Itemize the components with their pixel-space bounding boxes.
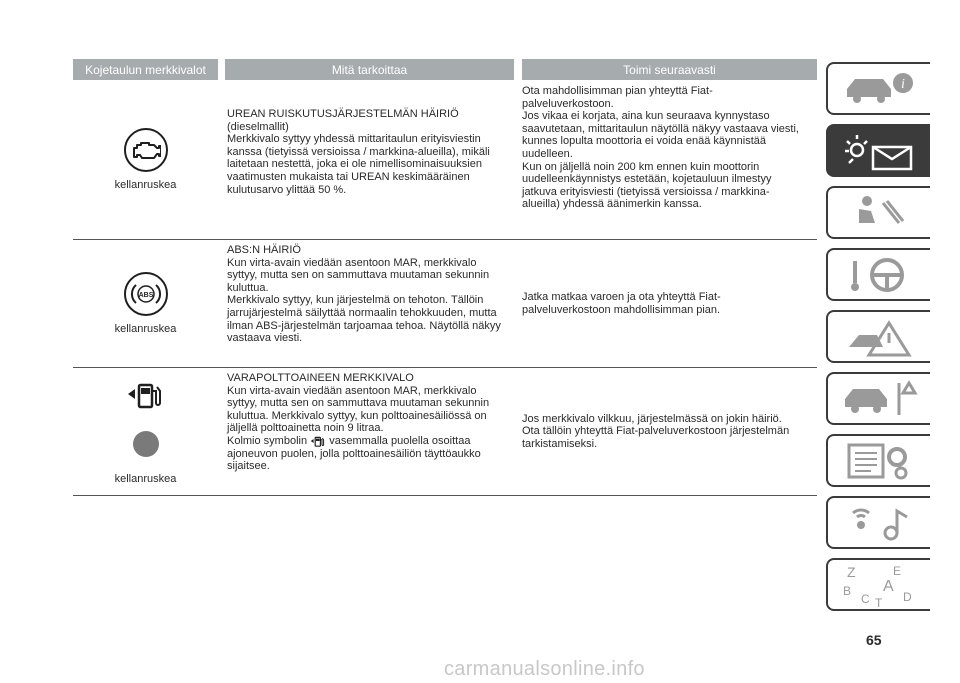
table-header — [73, 59, 817, 80]
abs-icon — [124, 272, 168, 316]
technical-data-icon — [839, 441, 919, 481]
tab-warning-lights[interactable] — [826, 124, 930, 177]
tab-safety[interactable] — [826, 186, 930, 239]
indicator-cell — [73, 80, 218, 239]
airbag-seatbelt-icon — [839, 193, 919, 233]
road-emergency-icon — [839, 317, 919, 357]
fuel-reserve-icon — [126, 379, 166, 414]
tab-index[interactable] — [826, 558, 930, 611]
index-letter: T — [875, 595, 883, 607]
svg-text:i: i — [901, 76, 905, 92]
indicator-lamp — [124, 422, 168, 466]
indicator-cell — [73, 240, 218, 367]
index-letter: C — [861, 591, 870, 606]
page-number: 65 — [866, 632, 882, 648]
chapter-tabs — [826, 62, 930, 620]
tab-starting-driving[interactable] — [826, 248, 930, 301]
table-row — [73, 240, 817, 368]
tab-car-info[interactable] — [826, 62, 930, 115]
steering-wheel-key-icon — [839, 255, 919, 295]
tab-technical-data[interactable] — [826, 434, 930, 487]
table-row — [73, 368, 817, 496]
tab-maintenance[interactable] — [826, 372, 930, 425]
index-letter: B — [843, 583, 852, 598]
multimedia-icon — [839, 503, 919, 543]
tab-emergency[interactable] — [826, 310, 930, 363]
index-letter: E — [893, 563, 902, 578]
meaning-text: UREAN RUISKUTUSJÄRJESTELMÄN HÄIRIÖ (dieselmallit) Merkkivalo syttyy yhdessä mittaritaulun erityisviestin kanssa (tietyissä versioissa / markkina-alueilla), mikäli laitetaan nestettä, joka ei ole nimellisominaisuuksien vaatimusten mukaista tai UREAN keskimääräinen kulutusarvo ylittää 50 %. — [227, 108, 490, 196]
indicator-color-label: kellanruskea — [114, 323, 177, 335]
meaning-text — [227, 372, 507, 473]
index-letter: D — [903, 589, 912, 604]
car-maintenance-icon — [839, 379, 919, 419]
tab-multimedia[interactable] — [826, 496, 930, 549]
header-action: Toimi seuraavasti — [623, 62, 716, 77]
meaning-text-part1: VARAPOLTTOAINEEN MERKKIVALO Kun virta-avain viedään asentoon MAR, merkkivalo syttyy, mutta sen on sammuttava muutaman sekunnin kuluttua. Merkkivalo syttyy, kun polttoainesäiliössä on jäljellä polttoainetta noin 9 litraa. Kolmio symbolin — [227, 372, 490, 447]
engine-check-icon — [124, 128, 168, 172]
action-text: Jos merkkivalo vilkkuu, järjestelmässä on jokin häiriö. Ota tällöin yhteyttä Fiat-palveluverkostoon järjestelmän tarkistamiseksi. — [522, 412, 790, 450]
meaning-text: ABS:N HÄIRIÖ Kun virta-avain viedään asentoon MAR, merkkivalo syttyy, mutta sen on sammuttava muutaman sekunnin kuluttua. Merkkivalo syttyy, kun järjestelmä on tehoton. Tällöin jarrujärjestelmä säilyttää normaalin tehokkuuden, mutta ilman ABS-järjestelmän tarjoamaa tehoa. Näytöllä näkyy vastaava viesti. — [227, 244, 501, 345]
indicator-cell — [73, 368, 218, 495]
header-meaning: Mitä tarkoittaa — [331, 62, 408, 77]
warning-light-message-icon — [839, 129, 919, 173]
indicator-color-label: kellanruskea — [114, 179, 177, 191]
alphabetical-index-icon — [839, 563, 919, 607]
indicator-color-label: kellanruskea — [114, 472, 177, 485]
abs-icon-label: ABS — [138, 292, 153, 299]
watermark: carmanualsonline.info — [444, 658, 645, 680]
table-row — [73, 80, 817, 240]
meaning-text-part2: vasemmalla puolella osoittaa ajoneuvon puolen, jolla polttoainesäiliön täyttöaukko sijaitsee. — [227, 434, 481, 473]
action-text: Ota mahdollisimman pian yhteyttä Fiat-palveluverkostoon. Jos vikaa ei korjata, aina kun seuraava kynnystaso saavutetaan, mittaritaulun näytöllä näkyy vastaava viesti, kunnes lopulta moottoria ei voida enää käynnistää uudelleen. Kun on jäljellä noin 200 km ennen kuin moottorin uudelleenkäynnistys estetään, kojetauluun ilmestyy jatkuva erityisviesti (tietyissä versioissa / markkina-alueilla) yhdessä äänimerkin kanssa. — [522, 85, 799, 211]
action-text: Jatka matkaa varoen ja ota yhteyttä Fiat-palveluverkostoon mahdollisimman pian. — [522, 290, 721, 316]
car-info-icon — [839, 69, 919, 109]
index-letter: Z — [847, 563, 856, 580]
index-letter: A — [883, 577, 894, 595]
fuel-pump-inline-icon — [310, 435, 326, 447]
warning-lights-table — [73, 59, 817, 496]
header-indicators: Kojetaulun merkkivalot — [85, 62, 206, 77]
